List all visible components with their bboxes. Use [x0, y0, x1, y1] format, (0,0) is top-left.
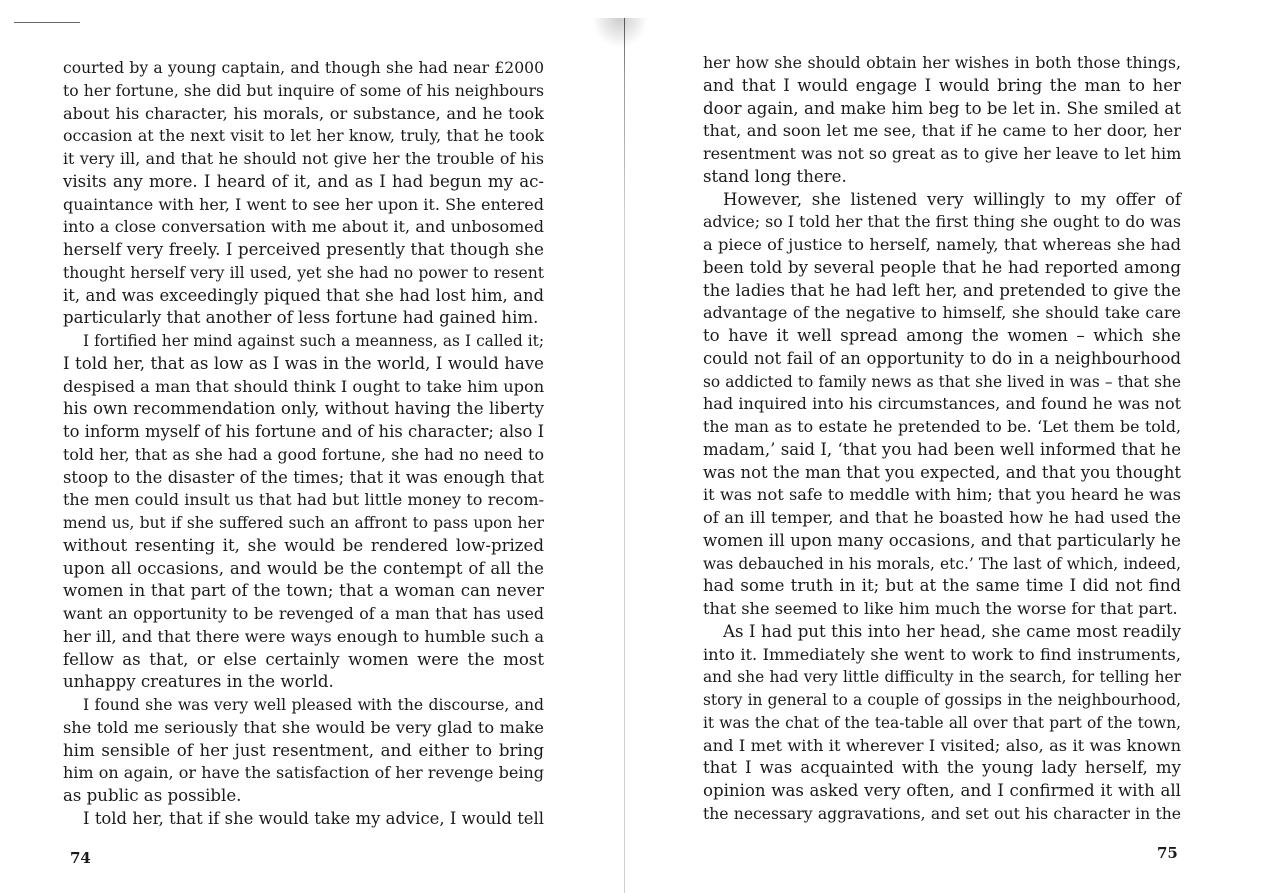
text-line: to her fortune, she did but inquire of some of his neighbours: [63, 81, 544, 100]
text-line: unhappy creatures in the world.: [63, 672, 334, 692]
text-line: stoop to the disaster of the times; that it was enough that: [63, 467, 544, 487]
text-line: As I had put this into her head, she came most readily: [723, 621, 1181, 641]
text-line: without resenting it, she would be rendered low-prized: [63, 535, 544, 555]
text-line: However, she listened very willingly to my offer of: [723, 189, 1181, 209]
text-line: a piece of justice to herself, namely, that whereas she had: [703, 235, 1181, 254]
text-line: him sensible of her just resentment, and either to bring: [63, 740, 544, 760]
text-line: as public as possible.: [63, 786, 242, 805]
text-line: so addicted to family news as that she lived in was – that she: [703, 372, 1181, 391]
text-line: his own recommendation only, without having the liberty: [63, 399, 544, 419]
text-line: I told her, that as low as I was in the world, I would have: [63, 353, 544, 373]
text-line: about his character, his morals, or substance, and he took: [63, 103, 544, 123]
text-line: of an ill temper, and that he boasted how he had used the: [703, 508, 1181, 527]
text-line: that I was acquainted with the young lady herself, my: [703, 758, 1181, 778]
text-line: had inquired into his circumstances, and found he was not: [703, 394, 1181, 414]
text-line: it, and was exceedingly piqued that she had lost him, and: [63, 285, 544, 305]
text-line: the man as to estate he pretended to be. ‘Let them be told,: [703, 417, 1181, 436]
text-line: courted by a young captain, and though she had near £2000: [63, 59, 544, 77]
text-line: I fortified her mind against such a meanness, as I called it;: [83, 332, 544, 350]
text-line: fellow as that, or else certainly women were the most: [63, 649, 544, 669]
text-line: the men could insult us that had but little money to recom-: [63, 490, 544, 510]
text-line: stand long there.: [703, 166, 847, 186]
text-line: her ill, and that there were ways enough to humble such a: [63, 626, 544, 646]
text-line: madam,’ said I, ‘that you had been well informed that he: [703, 439, 1182, 459]
text-line: was not the man that you expected, and that you thought: [703, 462, 1181, 482]
text-line: want an opportunity to be revenged of a man that has used: [63, 604, 544, 623]
text-line: mend us, but if she suffered such an affront to pass upon her: [63, 514, 544, 532]
text-line: been told by several people that he had reported among: [703, 257, 1181, 277]
text-line: that, and soon let me see, that if he came to her door, her: [703, 121, 1181, 141]
text-line: him on again, or have the satisfaction of her revenge being: [63, 763, 544, 783]
text-line: it was the chat of the tea-table all over that part of the town,: [703, 713, 1181, 732]
text-line: I told her, that if she would take my advice, I would tell: [83, 808, 544, 828]
text-line: into a close conversation with me about it, and unbosomed: [63, 217, 544, 237]
text-line: particularly that another of less fortune had gained him.: [63, 308, 539, 328]
text-line: visits any more. I heard of it, and as I had begun my ac-: [63, 171, 544, 191]
text-line: story in general to a couple of gossips in the neighbourhood,: [703, 691, 1181, 709]
left-page-text: [63, 57, 544, 831]
text-line: door again, and make him beg to be let in. She smiled at: [703, 98, 1181, 118]
text-line: herself very freely. I perceived presently that though she: [63, 240, 544, 259]
text-line: to inform myself of his fortune and of his character; also I: [63, 422, 545, 441]
text-line: the necessary aggravations, and set out his character in the: [703, 804, 1181, 823]
text-line: that she seemed to like him much the worse for that part.: [703, 599, 1178, 618]
text-line: it was not safe to meddle with him; that you heard he was: [703, 485, 1181, 505]
text-line: upon all occasions, and would be the contempt of all the: [63, 558, 544, 578]
left-page: [0, 0, 625, 893]
text-line: told her, that as she had a good fortune, she had no need to: [63, 444, 544, 464]
text-line: her how she should obtain her wishes in both those things,: [703, 53, 1181, 72]
page-number: 74: [70, 849, 91, 867]
text-line: she told me seriously that she would be very glad to make: [63, 717, 544, 737]
text-line: and I met with it wherever I visited; also, as it was known: [703, 735, 1181, 755]
text-line: despised a man that should think I ought to take him upon: [63, 376, 545, 396]
right-page-text: [703, 52, 1181, 826]
text-line: I found she was very well pleased with the discourse, and: [83, 696, 544, 714]
text-line: and that I would engage I would bring the man to her: [703, 75, 1181, 95]
text-line: to have it well spread among the women – which she: [703, 326, 1181, 345]
text-line: occasion at the next visit to let her know, truly, that he took: [63, 126, 544, 146]
text-line: into it. Immediately she went to work to find instruments,: [703, 644, 1181, 664]
text-line: had some truth in it; but at the same time I did not find: [703, 576, 1181, 596]
right-page: [625, 0, 1264, 893]
text-line: opinion was asked very often, and I confirmed it with all: [703, 781, 1181, 800]
text-line: resentment was not so great as to give her leave to let him: [703, 144, 1182, 163]
text-line: it very ill, and that he should not give her the trouble of his: [63, 149, 544, 168]
text-line: quaintance with her, I went to see her upon it. She entered: [63, 194, 544, 214]
text-line: thought herself very ill used, yet she had no power to resent: [63, 263, 544, 282]
text-line: advantage of the negative to himself, she should take care: [703, 303, 1181, 323]
page-number: 75: [1157, 844, 1178, 862]
text-line: advice; so I told her that the first thing she ought to do was: [703, 212, 1181, 232]
text-line: was debauched in his morals, etc.’ The last of which, indeed,: [703, 554, 1181, 573]
text-line: could not fail of an opportunity to do in a neighbourhood: [703, 348, 1181, 368]
text-line: and she had very little difficulty in the search, for telling her: [703, 668, 1181, 687]
text-line: women in that part of the town; that a woman can never: [63, 581, 544, 601]
text-line: the ladies that he had left her, and pretended to give the: [703, 280, 1181, 300]
text-line: women ill upon many occasions, and that particularly he: [703, 530, 1181, 550]
